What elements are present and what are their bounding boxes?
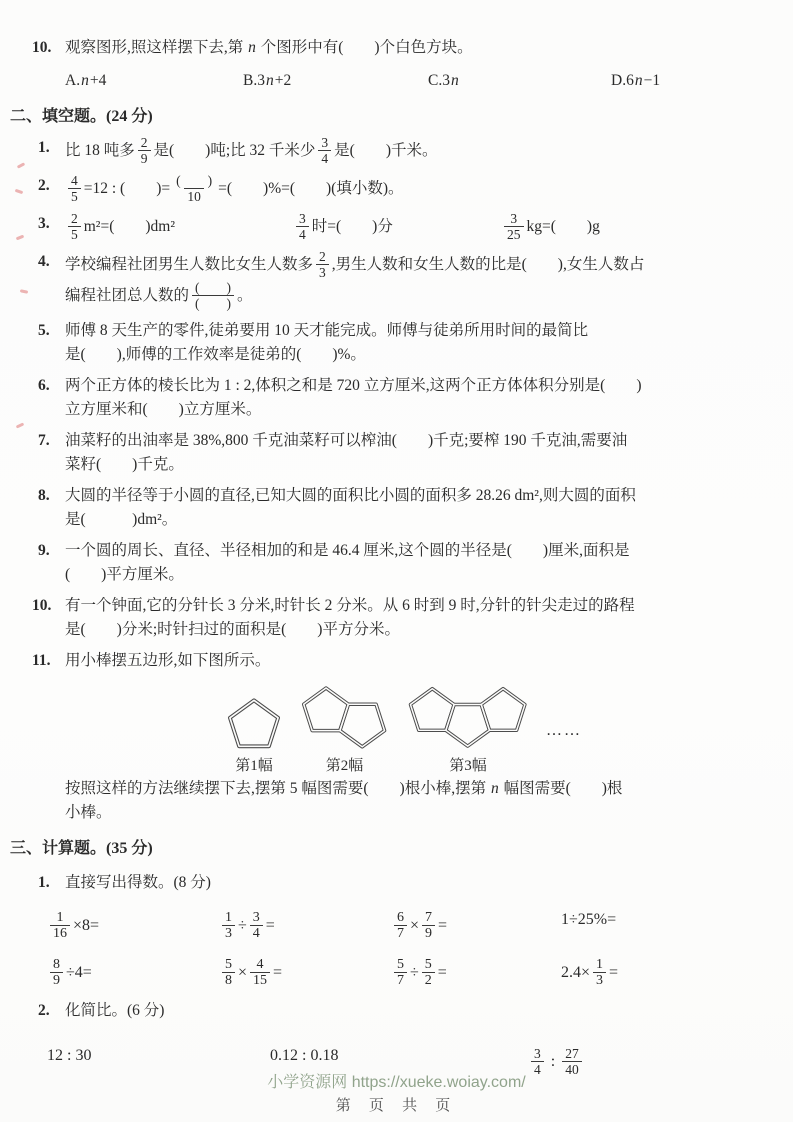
calc-row-2: [47, 958, 767, 989]
fraction: $\frac{6}{7}$: [394, 910, 407, 941]
question-number: 3.: [38, 215, 50, 232]
question-number: 4.: [38, 253, 50, 270]
question-number: 10.: [32, 39, 52, 56]
text-segment: 是( )分米;时针扫过的面积是( )平方分米。: [65, 621, 400, 638]
pentagon-3-drawing: [406, 683, 530, 751]
question-number: 5.: [38, 322, 50, 339]
text-segment: 12 : 30: [47, 1047, 92, 1064]
question-number: 8.: [38, 487, 50, 504]
text-segment: +4: [89, 72, 107, 89]
choice-options: [65, 69, 767, 93]
question-text: [65, 453, 767, 477]
text-segment: 幅图需要( )根: [499, 780, 623, 797]
fraction: $\frac{( )}{( )}$: [192, 280, 234, 311]
subsection-title: 直接写出得数。(8 分): [65, 874, 211, 891]
fraction: $\frac{5}{2}$: [422, 957, 435, 988]
unit-conversion-2: [293, 212, 501, 243]
text-segment: 1÷25%=: [561, 911, 617, 928]
text-segment: 观察图形,照这样摆下去,第: [65, 39, 248, 56]
question-number: 2.: [38, 1002, 50, 1019]
section-2-title: 二、填空题。(24 分): [10, 108, 153, 125]
text-segment: ( )平方厘米。: [65, 566, 184, 583]
figure-label: 第3幅: [449, 758, 487, 774]
question-text: [65, 649, 767, 673]
fraction: $\frac{7}{9}$: [422, 910, 435, 941]
figure-label: 第1幅: [235, 758, 273, 774]
unit-conversion-1: [65, 212, 293, 243]
fraction: $\frac{3}{25}$: [504, 211, 524, 242]
calc-subsection-1: [10, 871, 767, 895]
text-segment: =: [273, 964, 283, 982]
calc-expression: [561, 958, 733, 989]
text-segment: =12 : ( )=: [83, 180, 171, 198]
pentagon-1-drawing: [225, 695, 283, 751]
fraction: $\frac{2}{3}$: [316, 249, 329, 280]
text-segment: =: [265, 917, 275, 935]
continuation-ellipsis: ……: [546, 722, 582, 739]
text-segment: D.6: [611, 72, 634, 89]
calc-expression: [391, 911, 561, 942]
text-segment: B.3: [243, 72, 265, 89]
math-variable: n: [265, 72, 274, 89]
text-segment: 是( )千米。: [334, 142, 438, 160]
text-segment: 是( ),师傅的工作效率是徒弟的( )%。: [65, 346, 366, 363]
unit-conversion-3: [501, 212, 600, 243]
calc-expression: [219, 911, 391, 942]
question-text: [65, 174, 767, 205]
fill-question-7: [10, 429, 767, 477]
fill-question-2: [10, 174, 767, 205]
math-variable: n: [81, 72, 89, 89]
pentagon-figures: [225, 683, 767, 775]
question-text: [65, 618, 767, 642]
option-b: [243, 69, 428, 93]
question-number: 1.: [38, 874, 50, 891]
text-segment: 编程社团总人数的: [65, 287, 190, 305]
text-segment: 用小棒摆五边形,如下图所示。: [65, 652, 271, 669]
text-segment: ÷4=: [66, 964, 92, 982]
fraction: $\frac{1}{3}$: [593, 957, 606, 988]
question-text: [65, 343, 767, 367]
fill-question-8: [10, 484, 767, 532]
text-segment: 2.4×: [561, 964, 591, 982]
text-segment: 时=( )分: [311, 218, 393, 236]
question-text: [65, 801, 767, 825]
fraction: $\frac{1}{16}$: [50, 910, 70, 941]
text-segment: 菜籽( )千克。: [65, 456, 184, 473]
text-segment: 。: [237, 287, 253, 305]
text-segment: ×8=: [73, 917, 100, 935]
question-text: [65, 429, 767, 453]
text-segment: A.: [65, 72, 81, 89]
question-text: [65, 250, 767, 281]
choice-question-10: [10, 36, 767, 93]
fraction: $\frac{8}{9}$: [50, 957, 63, 988]
text-segment: 按照这样的方法继续摆下去,摆第 5 幅图需要( )根小棒,摆第: [65, 780, 490, 797]
text-segment: 个图形中有( )个白色方块。: [256, 39, 473, 56]
question-text: [65, 36, 767, 60]
fraction: $\frac{( )}{10}$: [176, 173, 213, 204]
text-segment: =: [438, 917, 448, 935]
text-segment: 0.12 : 0.18: [270, 1047, 339, 1064]
fraction: $\frac{2}{5}$: [68, 211, 81, 242]
figure-1: [225, 695, 283, 775]
question-number: 7.: [38, 432, 50, 449]
fraction: $\frac{3}{4}$: [250, 910, 263, 941]
fill-question-5: [10, 319, 767, 367]
question-text: [65, 281, 767, 312]
fraction: $\frac{2}{9}$: [138, 135, 151, 166]
question-text: [65, 374, 767, 398]
text-segment: :: [546, 1053, 560, 1071]
question-number: 9.: [38, 542, 50, 559]
fraction: $\frac{5}{8}$: [222, 957, 235, 988]
fraction: $\frac{1}{3}$: [222, 910, 235, 941]
footer-page-indicator: 第 页 共 页: [335, 1097, 458, 1114]
text-segment: =: [437, 964, 447, 982]
text-segment: 比 18 吨多: [65, 142, 135, 160]
question-number: 6.: [38, 377, 50, 394]
calc-expression: [47, 958, 219, 989]
subsection-title: 化简比。(6 分): [65, 1002, 165, 1019]
fraction: $\frac{4}{15}$: [250, 957, 270, 988]
text-segment: 是( )dm²。: [65, 511, 178, 528]
math-variable: n: [490, 780, 499, 797]
option-d: [611, 69, 660, 93]
text-segment: 小棒。: [65, 804, 112, 821]
pentagon-2-drawing: [299, 683, 390, 751]
fill-question-11: [10, 649, 767, 825]
fraction: $\frac{27}{40}$: [562, 1046, 582, 1077]
question-text: [65, 212, 767, 243]
text-segment: 大圆的半径等于小圆的直径,已知大圆的面积比小圆的面积多 28.26 dm²,则大圆的面积: [65, 487, 636, 504]
question-number: 1.: [38, 139, 50, 156]
fill-question-10: [10, 594, 767, 642]
section-3-title: 三、计算题。(35 分): [10, 840, 153, 857]
text-segment: C.3: [428, 72, 450, 89]
option-a: [65, 69, 243, 93]
question-text: [65, 777, 767, 801]
fraction: $\frac{3}{4}$: [318, 135, 331, 166]
fill-question-3: [10, 212, 767, 243]
text-segment: +2: [274, 72, 292, 89]
fraction: $\frac{3}{4}$: [531, 1046, 544, 1077]
fraction: $\frac{5}{7}$: [394, 957, 407, 988]
text-segment: 两个正方体的棱长比为 1 : 2,体积之和是 720 立方厘米,这两个正方体体积分别是( ): [65, 377, 642, 394]
text-segment: ,男生人数和女生人数的比是( ),女生人数占: [331, 256, 645, 274]
text-segment: 是( )吨;比 32 千米少: [153, 142, 316, 160]
question-text: [65, 563, 767, 587]
footer-site-url: 小学资源网 https://xueke.woiay.com/: [267, 1074, 526, 1091]
text-segment: 有一个钟面,它的分针长 3 分米,时针长 2 分米。从 6 时到 9 时,分针的针尖走过的路程: [65, 597, 635, 614]
question-text: [65, 136, 767, 167]
calc-expression: [47, 911, 219, 942]
text-segment: m²=( )dm²: [83, 218, 175, 236]
question-text: [65, 319, 767, 343]
text-segment: −1: [643, 72, 661, 89]
calc-expression: [219, 958, 391, 989]
figure-3: [406, 683, 530, 775]
fill-question-9: [10, 539, 767, 587]
text-segment: 一个圆的周长、直径、半径相加的和是 46.4 厘米,这个圆的半径是( )厘米,面积是: [65, 542, 630, 559]
question-number: 11.: [32, 652, 51, 669]
question-text: [65, 398, 767, 422]
fill-question-1: [10, 136, 767, 167]
text-segment: ×: [410, 917, 420, 935]
figure-label: 第2幅: [325, 758, 364, 774]
fill-question-4: [10, 250, 767, 312]
math-variable: n: [450, 72, 459, 89]
fraction: $\frac{4}{5}$: [68, 173, 81, 204]
fraction: $\frac{3}{4}$: [296, 211, 309, 242]
math-variable: n: [248, 39, 256, 56]
text-segment: ÷: [238, 917, 247, 935]
calc-expression: [391, 958, 561, 989]
option-c: [428, 69, 611, 93]
text-segment: ÷: [410, 964, 419, 982]
question-text: [65, 508, 767, 532]
text-segment: 师傅 8 天生产的零件,徒弟要用 10 天才能完成。师傅与徒弟所用时间的最简比: [65, 322, 589, 339]
question-text: [65, 539, 767, 563]
fill-question-6: [10, 374, 767, 422]
question-text: [65, 594, 767, 618]
figure-2: [299, 683, 390, 775]
text-segment: =: [609, 964, 619, 982]
text-segment: kg=( )g: [526, 218, 600, 236]
calc-row-1: [47, 911, 767, 942]
text-segment: 立方厘米和( )立方厘米。: [65, 401, 262, 418]
question-text: [65, 484, 767, 508]
text-segment: =( )%=( )(填小数)。: [218, 180, 404, 198]
math-variable: n: [634, 72, 643, 89]
question-number: 10.: [32, 597, 52, 614]
text-segment: 油菜籽的出油率是 38%,800 千克油菜籽可以榨油( )千克;要榨 190 千克油,需要油: [65, 432, 628, 449]
question-number: 2.: [38, 177, 50, 194]
text-segment: ×: [238, 964, 248, 982]
text-segment: 学校编程社团男生人数比女生人数多: [65, 256, 314, 274]
calc-expression: [561, 911, 733, 942]
calc-subsection-2: [10, 999, 767, 1023]
red-mark: [16, 422, 25, 428]
